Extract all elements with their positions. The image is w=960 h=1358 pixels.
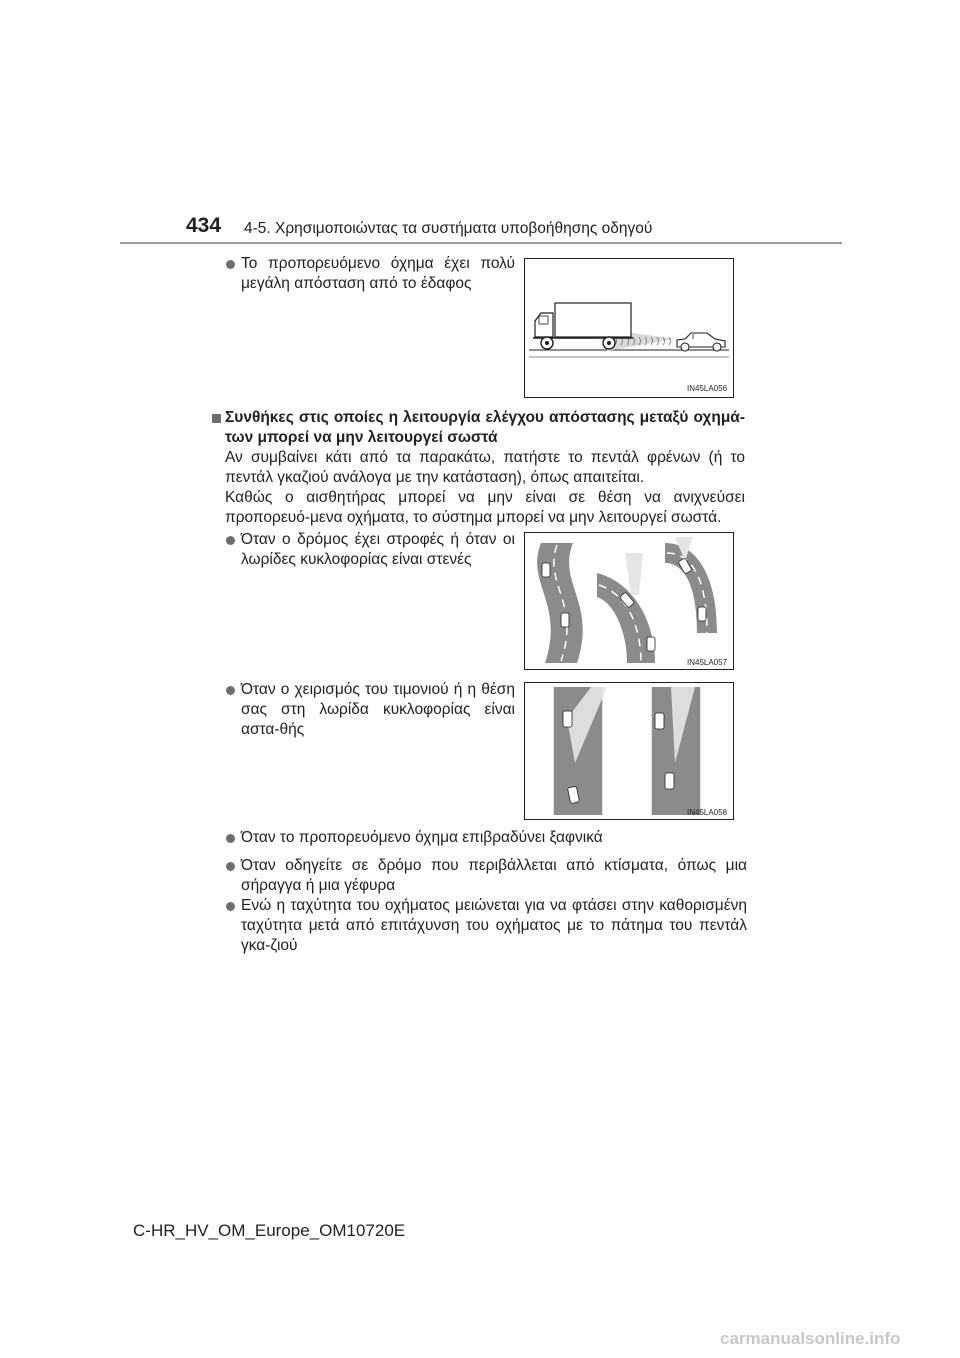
section-square-icon: [212, 414, 221, 423]
figure-code-1: IN45LA056: [687, 384, 728, 393]
bullet-text-speed-reduction: Ενώ η ταχύτητα του οχήματος μειώνεται για να φτάσει στην καθορισμένη ταχύτητα μετά από επιτάχυνση του οχήματος με το πάτημα του πεντάλ γκα-ζιού: [241, 897, 747, 954]
bullet-icon: [226, 536, 235, 545]
section-paragraph-2: Καθώς ο αισθητήρας μπορεί να μην είναι σε θέση να ανιχνεύσει προπορευό-μενα οχήματα, το σύστημα μπορεί να μην λειτουργεί σωστά.: [225, 489, 745, 526]
section-heading: Συνθήκες στις οποίες η λειτουργία ελέγχου απόστασης μεταξύ οχημά-των μπορεί να μην λειτουργεί σωστά: [225, 409, 745, 446]
section-paragraph-1: Αν συμβαίνει κάτι από τα παρακάτω, πατήστε το πεντάλ φρένων (ή το πεντάλ γκαζιού ανάλογα με την κατάσταση), όπως απαιτείται.: [225, 449, 745, 486]
bullet-text-steering: Όταν ο χειρισμός του τιμονιού ή η θέση σας στη λωρίδα κυκλοφορίας είναι αστα-θής: [241, 681, 515, 738]
figure-code-2: IN45LA057: [687, 658, 728, 667]
section-title: 4-5. Χρησιμοποιώντας τα συστήματα υποβοήθησης οδηγού: [244, 220, 653, 237]
figure-unstable-steering: [524, 682, 734, 820]
bullet-icon: [226, 834, 235, 843]
bullet-text-tunnel-bridge: Όταν οδηγείτε σε δρόμο που περιβάλλεται από κτίσματα, όπως μια σήραγγα ή μια γέφυρα: [241, 857, 747, 894]
header-divider: [120, 242, 842, 244]
bullet-icon: [226, 902, 235, 911]
figure-truck-ground-clearance: [524, 258, 734, 398]
bullet-icon: [226, 686, 235, 695]
bullet-text-sudden-deceleration: Όταν το προπορευόμενο όχημα επιβραδύνει ξαφνικά: [241, 829, 603, 846]
document-id: C-HR_HV_OM_Europe_OM10720E: [133, 1221, 406, 1240]
watermark: carmanualsonline.info: [720, 1329, 901, 1348]
page-number: 434: [186, 214, 222, 237]
bullet-icon: [226, 862, 235, 871]
figure-curved-roads: [524, 532, 734, 670]
bullet-text-curves: Όταν ο δρόμος έχει στροφές ή όταν οι λωρίδες κυκλοφορίας είναι στενές: [241, 531, 515, 568]
bullet-text-ground-clearance: Το προπορευόμενο όχημα έχει πολύ μεγάλη απόσταση από το έδαφος: [241, 255, 515, 292]
figure-code-3: IN45LA058: [687, 808, 728, 817]
bullet-icon: [226, 260, 235, 269]
